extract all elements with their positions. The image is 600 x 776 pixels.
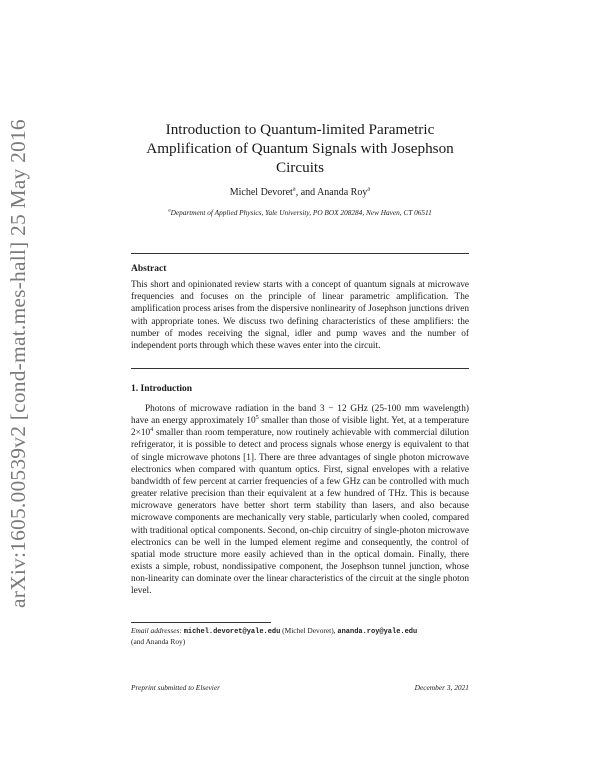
affiliation-marker: a — [292, 185, 296, 193]
abstract-heading: Abstract — [131, 264, 167, 274]
paragraph-text: Photons of microwave radiation in the band 3 − 12 GHz (25-100 mm wavelength) have an energy approximately 10 — [131, 404, 469, 427]
exponent: 5 — [255, 415, 259, 422]
affiliation-text: Department of Applied Physics, Yale University, PO BOX 208284, New Haven, CT 06511 — [170, 208, 432, 217]
paragraph-text: smaller than those of visible light. Yet, at a temperature 2×10 — [131, 416, 469, 439]
footnote-name: (and Ananda Roy) — [131, 637, 186, 646]
abstract-top-rule — [131, 253, 469, 254]
affiliation-marker: a — [168, 208, 171, 214]
author-name: Ananda Roy — [317, 187, 368, 198]
paragraph-text: smaller than room temperature, now routinely achievable with commercial dilution refrigerator, it is possible to detect and process signals whose energy is equivalent to that of single microwave photons [1]. There are three advantages of single photon microwave electronics when compared with quantum optics. First, signal envelopes with a relative bandwidth of few percent at carrier frequencies of a few GHz can be controlled with much greater relative precision than their equivalent at a few hundred of THz. This is because microwave generators have better short term stability than lasers, and also because microwave components are mechanically very stable, particularly when cooled, compared with traditional optical components. Second, on-chip circuitry of single-photon microwave electronics can be well in the lumped element regime and consequently, the control of spatial mode structure more easily achieved than in the optical domain. Finally, there exists a simple, robust, nondissipative component, the Josephson tunnel junction, whose non-linearity can dominate over the linear characteristics of the circuit at the single photon level. — [131, 428, 469, 597]
author-separator: , and — [295, 187, 318, 198]
arxiv-identifier[interactable]: arXiv:1605.00539v2 [cond-mat.mes-hall] 25 May 2016 — [6, 119, 30, 608]
author-name: Michel Devoret — [229, 187, 293, 198]
footnote-rule — [131, 622, 271, 623]
abstract-text: This short and opinionated review starts with a concept of quantum signals at microwave frequencies and focuses on the principle of linear parametric amplification. The amplification process arises from the dispersive nonlinearity of Josephson junctions driven with appropriate tones. We discuss two defining characteristics of these amplifiers: the number of modes receiving the signal, idler and pump waves and the number of independent ports through which these waves enter into the circuit. — [131, 280, 469, 352]
paper-title: Introduction to Quantum-limited Parametric Amplification of Quantum Signals with Josephson Circuits — [146, 121, 454, 176]
author-list — [130, 187, 470, 198]
document-date: December 3, 2021 — [414, 683, 469, 692]
footnote-name: (Michel Devoret), — [280, 626, 338, 635]
exponent: 4 — [150, 427, 154, 434]
affiliation-marker: a — [367, 185, 371, 193]
footnote — [131, 626, 469, 647]
abstract-bottom-rule — [131, 368, 469, 369]
affiliation — [120, 208, 480, 217]
email-link[interactable]: ananda.roy@yale.edu — [337, 628, 418, 636]
email-link[interactable]: michel.devoret@yale.edu — [183, 628, 281, 636]
preprint-note: Preprint submitted to Elsevier — [131, 683, 221, 692]
introduction-paragraph — [131, 403, 469, 598]
footnote-label: Email addresses: — [131, 626, 182, 635]
section-heading: 1. Introduction — [131, 384, 193, 394]
